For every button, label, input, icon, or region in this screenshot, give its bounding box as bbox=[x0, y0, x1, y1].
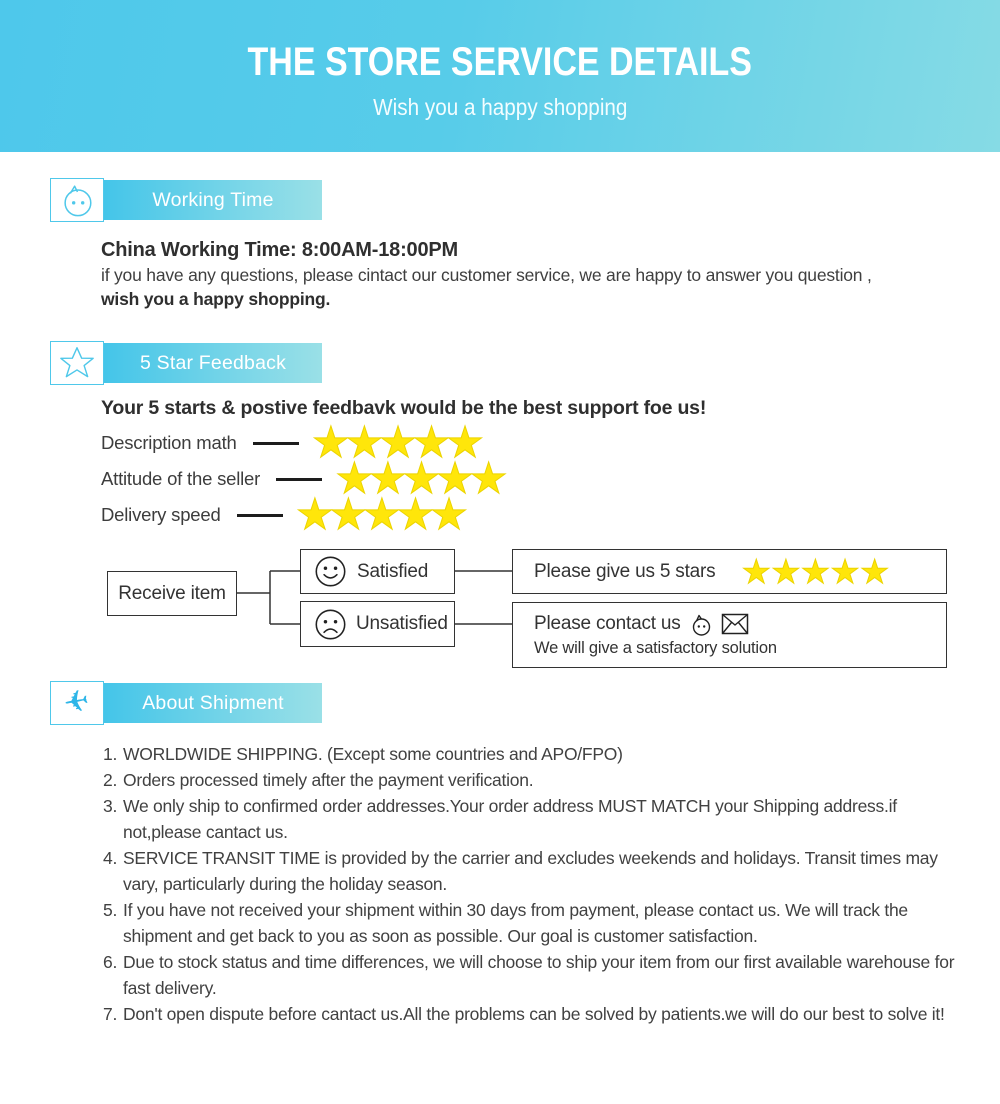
working-time-title-bar bbox=[104, 180, 322, 220]
working-time-closing: wish you a happy shopping. bbox=[101, 289, 331, 309]
five-stars-request-box bbox=[512, 549, 947, 594]
feedback-flowchart bbox=[107, 547, 947, 669]
list-item-text: Orders processed timely after the payment verification. bbox=[123, 770, 534, 790]
star-outline-icon-svg bbox=[58, 344, 96, 382]
contact-us-box bbox=[512, 602, 947, 668]
satisfied-box bbox=[300, 549, 455, 594]
shipment-list bbox=[103, 741, 960, 1027]
list-item-text: Don't open dispute before cantact us.All the problems can be solved by patients.we will do our best to solve it! bbox=[123, 1004, 945, 1024]
banner bbox=[0, 0, 1000, 152]
list-item-number: 2. bbox=[103, 770, 118, 790]
five-stars-request-label: Please give us 5 stars bbox=[534, 560, 716, 582]
list-item bbox=[103, 793, 960, 845]
working-time-title: Working Time bbox=[152, 188, 274, 211]
dash-line bbox=[237, 514, 283, 517]
contact-us-sub-label: We will give a satisfactory solution bbox=[534, 639, 777, 657]
dash-line bbox=[253, 442, 299, 445]
list-item-number: 3. bbox=[103, 796, 118, 816]
shipment-title: About Shipment bbox=[142, 691, 284, 714]
unsatisfied-label: Unsatisfied bbox=[356, 613, 448, 634]
feedback-title-bar bbox=[104, 343, 322, 383]
contact-us-label: Please contact us bbox=[534, 613, 681, 634]
list-item bbox=[103, 949, 960, 1001]
list-item-text: SERVICE TRANSIT TIME is provided by the carrier and excludes weekends and holidays. Transit times may vary, particularly during the holiday season. bbox=[123, 848, 938, 894]
chat-bubble-face-icon-svg bbox=[58, 181, 96, 219]
banner-subtitle: Wish you a happy shopping bbox=[372, 93, 628, 120]
list-item-text: If you have not received your shipment within 30 days from payment, please contact us. We will track the shipment and get back to you as soon as possible. Our goal is customer satisfaction. bbox=[123, 900, 908, 946]
rating-label: Description math bbox=[101, 432, 237, 453]
feedback-section bbox=[0, 341, 1000, 669]
chat-bubble-face-icon bbox=[50, 178, 104, 222]
list-item bbox=[103, 741, 960, 767]
five-stars-icon: ★★★★★ bbox=[295, 490, 464, 539]
working-time-section bbox=[0, 178, 1000, 311]
list-item-number: 5. bbox=[103, 900, 118, 920]
feedback-heading: Your 5 starts & postive feedbavk would be the best support foe us! bbox=[101, 397, 707, 419]
list-item-text: Due to stock status and time differences, we will choose to ship your item from our first available warehouse for fast delivery. bbox=[123, 952, 955, 998]
rating-rows bbox=[101, 418, 1000, 539]
feedback-header bbox=[50, 341, 1000, 385]
working-time-heading: China Working Time: 8:00AM-18:00PM bbox=[101, 239, 458, 261]
list-item-number: 1. bbox=[103, 744, 118, 764]
list-item bbox=[103, 845, 960, 897]
receive-item-box bbox=[107, 571, 237, 616]
list-item-number: 7. bbox=[103, 1004, 118, 1024]
shipment-title-bar bbox=[104, 683, 322, 723]
list-item bbox=[103, 767, 960, 793]
banner-title: THE STORE SERVICE DETAILS bbox=[247, 39, 753, 84]
rating-row-delivery bbox=[101, 490, 1000, 539]
list-item-text: WORLDWIDE SHIPPING. (Except some countries and APO/FPO) bbox=[123, 744, 623, 764]
dash-line bbox=[276, 478, 322, 481]
list-item bbox=[103, 1001, 960, 1027]
shipment-section bbox=[0, 681, 1000, 1027]
satisfied-label: Satisfied bbox=[357, 560, 429, 582]
working-time-body: if you have any questions, please cintact our customer service, we are happy to answer you question , bbox=[101, 265, 872, 285]
rating-row-description bbox=[101, 418, 1000, 467]
working-time-text bbox=[101, 237, 950, 311]
shipment-header bbox=[50, 681, 1000, 725]
list-item-number: 6. bbox=[103, 952, 118, 972]
five-stars-icon: ★★★★★ bbox=[335, 454, 503, 503]
envelope-icon bbox=[721, 613, 749, 635]
five-stars-icon: ★★★★★ bbox=[311, 418, 480, 467]
list-item bbox=[103, 897, 960, 949]
airplane-icon: ✈ bbox=[50, 681, 104, 725]
feedback-title: 5 Star Feedback bbox=[139, 351, 287, 374]
contact-us-line bbox=[534, 612, 749, 636]
chat-bubble-face-icon bbox=[689, 612, 713, 636]
list-item-number: 4. bbox=[103, 848, 118, 868]
rating-label: Delivery speed bbox=[101, 504, 221, 525]
sad-face-icon bbox=[314, 608, 347, 641]
rating-label: Attitude of the seller bbox=[101, 468, 261, 489]
five-stars-icon: ★★★★★ bbox=[741, 553, 890, 590]
rating-row-attitude bbox=[101, 454, 1000, 503]
receive-item-label: Receive item bbox=[118, 582, 226, 604]
smiley-face-icon bbox=[314, 555, 347, 588]
unsatisfied-box bbox=[300, 601, 455, 647]
list-item-text: We only ship to confirmed order addresses.Your order address MUST MATCH your Shipping address.if not,please cantact us. bbox=[123, 796, 897, 842]
working-time-header bbox=[50, 178, 1000, 222]
star-outline-icon bbox=[50, 341, 104, 385]
